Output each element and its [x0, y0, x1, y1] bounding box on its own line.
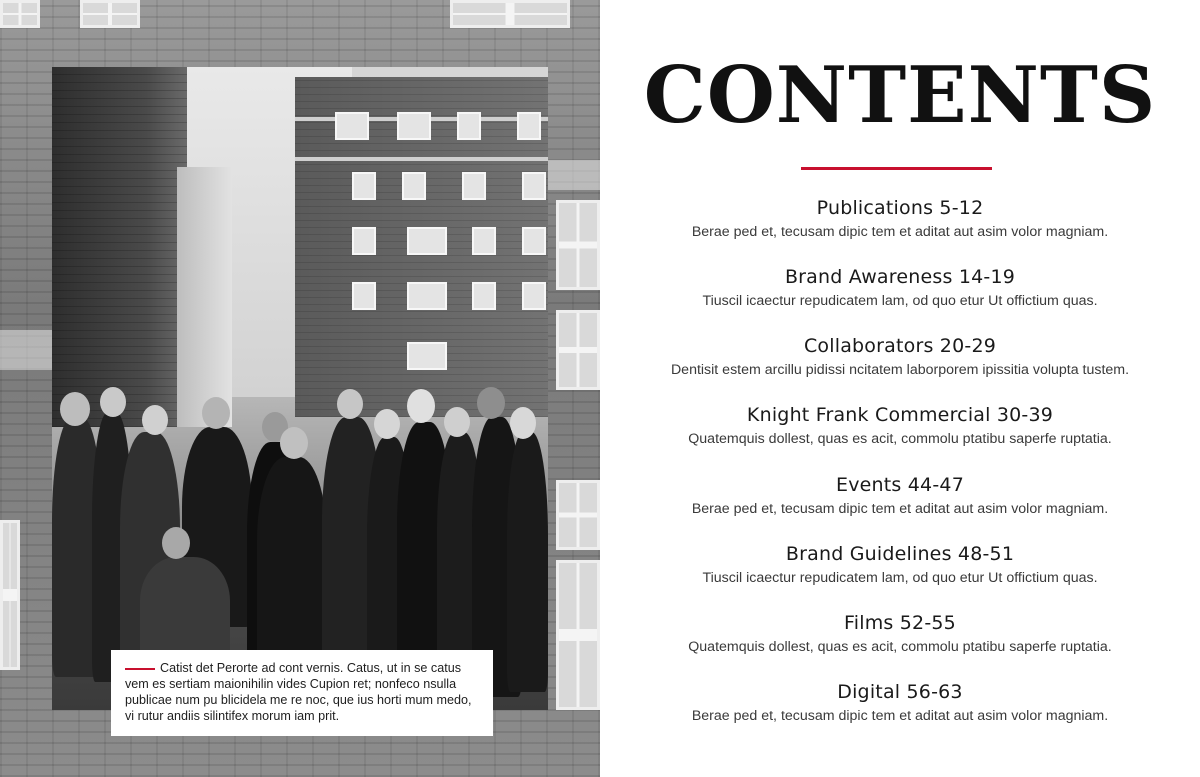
person-head	[60, 392, 90, 426]
person-head	[162, 527, 190, 559]
person-head	[142, 405, 168, 435]
contents-item-description: Quatemquis dollest, quas es acit, commolu ptatibu saperfe ruptatia.	[688, 431, 1112, 447]
team-crowd	[52, 367, 548, 687]
person-head	[444, 407, 470, 437]
contents-item-description: Tiuscil icaectur repudicatem lam, od quo etur Ut offictium quas.	[702, 293, 1098, 309]
contents-item-description: Berae ped et, tecusam dipic tem et aditat aut asim volor magniam.	[691, 224, 1109, 240]
team-photo	[52, 67, 548, 710]
person-head	[337, 389, 363, 419]
background-ledge	[548, 160, 600, 190]
person-head	[407, 389, 435, 423]
background-window	[0, 520, 20, 670]
building-window	[335, 112, 369, 140]
contents-item	[600, 472, 1200, 519]
building-window	[352, 172, 376, 200]
background-window	[450, 0, 570, 28]
contents-page	[600, 0, 1200, 777]
contents-item	[600, 402, 1200, 449]
person-head	[202, 397, 230, 429]
building-window	[352, 227, 376, 255]
building-window	[522, 282, 546, 310]
building-window	[522, 172, 546, 200]
photo-caption-box	[111, 650, 493, 736]
building-window	[352, 282, 376, 310]
background-ledge	[0, 330, 52, 370]
building-window	[522, 227, 546, 255]
contents-item-description: Dentisit estem arcillu pidissi ncitatem laborporem ipissitia volupta tustem.	[670, 362, 1130, 378]
contents-item-heading: Publications 5-12	[816, 197, 984, 219]
background-window	[556, 200, 600, 290]
building-band	[295, 157, 548, 161]
building-window	[407, 227, 447, 255]
caption-accent-line	[125, 668, 155, 670]
person-head	[477, 387, 505, 419]
building-window	[397, 112, 431, 140]
contents-item-heading: Events 44-47	[836, 474, 964, 496]
contents-item-description: Berae ped et, tecusam dipic tem et aditat aut asim volor magniam.	[691, 708, 1109, 724]
contents-item-heading: Knight Frank Commercial 30-39	[746, 404, 1054, 426]
contents-item	[600, 195, 1200, 242]
contents-item-description: Berae ped et, tecusam dipic tem et aditat aut asim volor magniam.	[691, 501, 1109, 517]
building-window	[517, 112, 541, 140]
contents-item	[600, 541, 1200, 588]
building-window	[402, 172, 426, 200]
contents-item	[600, 679, 1200, 726]
contents-item	[600, 610, 1200, 657]
person-head	[374, 409, 400, 439]
title-accent-rule	[801, 167, 992, 170]
contents-item-description: Quatemquis dollest, quas es acit, commolu ptatibu saperfe ruptatia.	[688, 639, 1112, 655]
person-head	[510, 407, 536, 439]
photo-caption	[125, 660, 481, 724]
contents-item-heading: Films 52-55	[844, 612, 956, 634]
building-window	[407, 342, 447, 370]
contents-item-heading: Collaborators 20-29	[803, 335, 997, 357]
contents-item-heading: Brand Awareness 14-19	[784, 266, 1016, 288]
contents-item	[600, 264, 1200, 311]
person	[257, 457, 327, 667]
background-window	[80, 0, 140, 28]
contents-title: CONTENTS	[643, 50, 1157, 141]
person-head	[100, 387, 126, 417]
building-window	[472, 282, 496, 310]
photo-caption-text: Catist det Perorte ad cont vernis. Catus, ut in se catus vem es sertiam maionihilin vides Cupion ret; nonfeco nsulla publicae num pu blicidela me re noc, que ius horti mum medo, vi rutur andiis silintifex morum iam prit.	[125, 661, 472, 723]
building-window	[457, 112, 481, 140]
contents-item-description: Tiuscil icaectur repudicatem lam, od quo etur Ut offictium quas.	[702, 570, 1098, 586]
building-window	[407, 282, 447, 310]
background-window	[556, 310, 600, 390]
person-head	[280, 427, 308, 459]
person	[507, 432, 548, 692]
contents-item	[600, 333, 1200, 380]
building-window	[462, 172, 486, 200]
contents-item-heading: Digital 56-63	[837, 681, 963, 703]
building-window	[472, 227, 496, 255]
contents-item-heading: Brand Guidelines 48-51	[785, 543, 1015, 565]
background-window	[0, 0, 40, 28]
background-window	[556, 480, 600, 550]
background-window	[556, 560, 600, 710]
